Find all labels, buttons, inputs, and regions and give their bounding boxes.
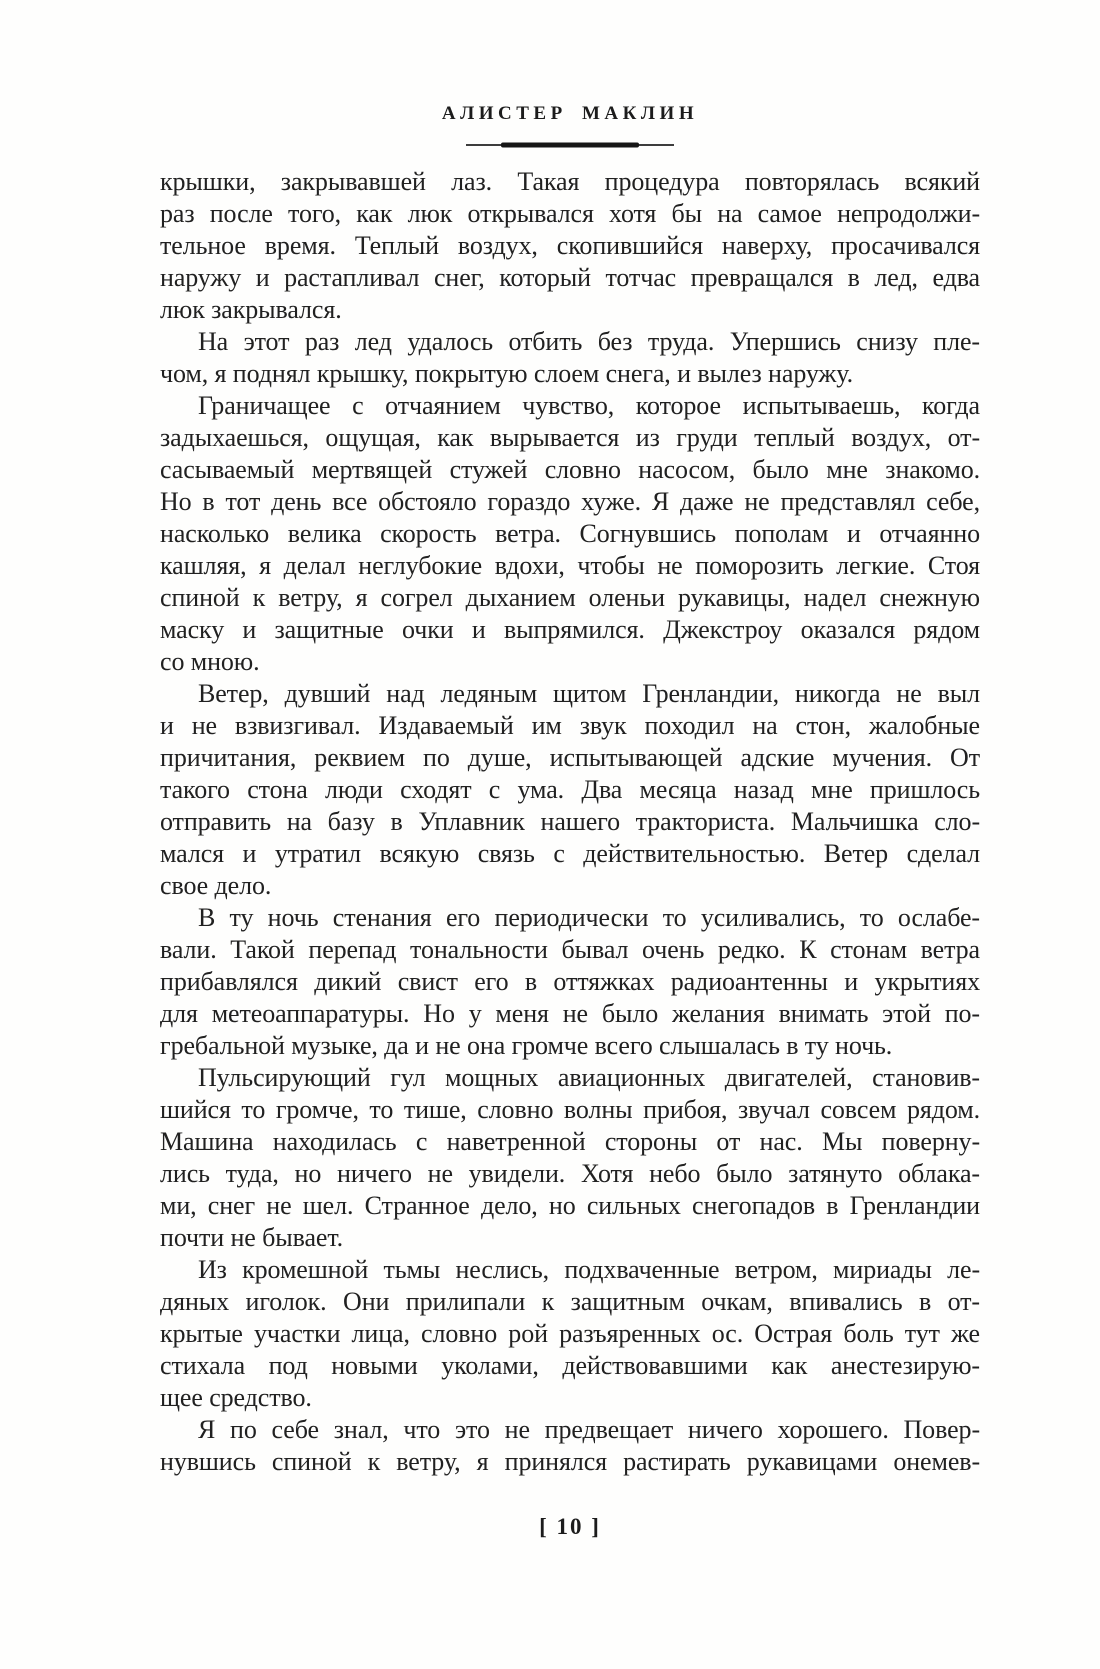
running-head-author: АЛИСТЕР МАКЛИН [441, 103, 699, 124]
text-line: причитания, реквием по душе, испытывающей адские мучения. От [160, 743, 980, 772]
header-divider [466, 141, 674, 148]
paragraph [160, 390, 980, 678]
text-line: почти не бывает. [160, 1223, 344, 1252]
paragraph [160, 1414, 980, 1478]
text-line: стихала под новыми уколами, действовавшими как анестезирую- [160, 1351, 980, 1380]
text-line: Из кромешной тьмы неслись, подхваченные ветром, мириады ле- [198, 1255, 980, 1284]
paragraph [160, 1254, 980, 1414]
text-line: гребальной музыке, да и не она громче всего слышалась в ту ночь. [160, 1031, 893, 1060]
text-line: отправить на базу в Уплавник нашего тракториста. Мальчишка сло- [160, 807, 980, 836]
text-line: сасываемый мертвящей стужей словно насосом, было мне знакомо. [160, 455, 980, 484]
text-line: прибавлялся дикий свист его в оттяжках радиоантенны и укрытиях [160, 967, 980, 996]
text-line: лись туда, но ничего не увидели. Хотя небо было затянуто облака- [160, 1159, 980, 1188]
text-line: В ту ночь стенания его периодически то усиливались, то ослабе- [198, 903, 980, 932]
body-text [160, 166, 980, 1478]
text-line: кашляя, я делал неглубокие вдохи, чтобы не поморозить легкие. Стоя [160, 551, 980, 580]
text-line: Пульсирующий гул мощных авиационных двигателей, становив- [198, 1063, 980, 1092]
paragraph [160, 166, 980, 326]
text-line: маску и защитные очки и выпрямился. Джекстроу оказался рядом [160, 615, 980, 644]
text-line: мался и утратил всякую связь с действительностью. Ветер сделал [160, 839, 980, 868]
paragraph [160, 902, 980, 1062]
page-number: [ 10 ] [539, 1514, 601, 1539]
text-line: Ветер, дувший над ледяным щитом Гренландии, никогда не выл [198, 679, 980, 708]
text-line: щее средство. [160, 1383, 312, 1412]
text-line: крышки, закрывавшей лаз. Такая процедура повторялась всякий [160, 167, 980, 196]
text-line: Машина находилась с наветренной стороны от нас. Мы поверну- [160, 1127, 980, 1156]
text-line: Я по себе знал, что это не предвещает ничего хорошего. Повер- [198, 1415, 980, 1444]
text-line: такого стона люди сходят с ума. Два месяца назад мне пришлось [160, 775, 980, 804]
text-line: раз после того, как люк открывался хотя бы на самое непродолжи- [160, 199, 980, 228]
text-line: со мною. [160, 647, 260, 676]
text-line: Но в тот день все обстояло гораздо хуже. Я даже не представлял себе, [160, 487, 980, 516]
text-line: Граничащее с отчаянием чувство, которое испытываешь, когда [198, 391, 980, 420]
text-line: спиной к ветру, я согрел дыханием оленьи рукавицы, надел снежную [160, 583, 980, 612]
text-line: тельное время. Теплый воздух, скопившийся наверху, просачивался [160, 231, 980, 260]
text-line: для метеоаппаратуры. Но у меня не было желания внимать этой по- [160, 999, 980, 1028]
text-line: нувшись спиной к ветру, я принялся растирать рукавицами онемев- [160, 1447, 980, 1476]
text-line: вали. Такой перепад тональности бывал очень редко. К стонам ветра [160, 935, 980, 964]
text-line: люк закрывался. [160, 295, 342, 324]
divider-thick-segment [501, 142, 639, 147]
text-line: На этот раз лед удалось отбить без труда. Упершись снизу пле- [198, 327, 980, 356]
text-line: чом, я поднял крышку, покрытую слоем снега, и вылез наружу. [160, 359, 853, 388]
text-line: насколько велика скорость ветра. Согнувшись пополам и отчаянно [160, 519, 980, 548]
text-line: ми, снег не шел. Странное дело, но сильных снегопадов в Гренландии [160, 1191, 980, 1220]
text-line: свое дело. [160, 871, 272, 900]
paragraph [160, 678, 980, 902]
paragraph [160, 326, 980, 390]
text-line: шийся то громче, то тише, словно волны прибоя, звучал совсем рядом. [160, 1095, 980, 1124]
text-line: задыхаешься, ощущая, как вырывается из груди теплый воздух, от- [160, 423, 980, 452]
text-line: дяных иголок. Они прилипали к защитным очкам, впивались в от- [160, 1287, 980, 1316]
paragraph [160, 1062, 980, 1254]
text-line: наружу и растапливал снег, который тотчас превращался в лед, едва [160, 263, 980, 292]
text-line: и не взвизгивал. Издаваемый им звук походил на стон, жалобные [160, 711, 980, 740]
text-line: крытые участки лица, словно рой разъяренных ос. Острая боль тут же [160, 1319, 980, 1348]
